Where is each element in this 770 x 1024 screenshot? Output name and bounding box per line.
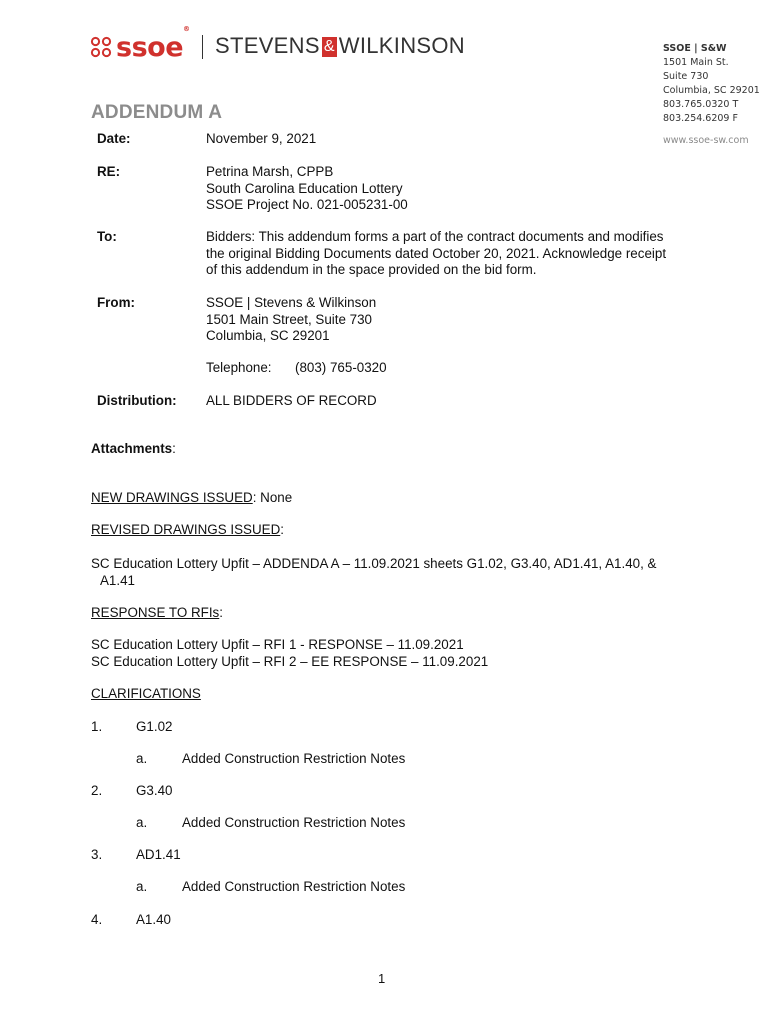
document-title: ADDENDUM A (91, 102, 223, 123)
firm-fax: 803.254.6209 F (663, 113, 738, 124)
clarification-number: 3. (91, 847, 103, 862)
from-line: Columbia, SC 29201 (206, 328, 330, 343)
distribution-label: Distribution: (97, 393, 177, 408)
company-logo (90, 24, 465, 63)
revised-drawings-colon: : (280, 522, 284, 537)
from-label: From: (97, 295, 135, 310)
date-value: November 9, 2021 (206, 131, 317, 146)
clarification-number: 2. (91, 783, 103, 798)
revised-drawings-label: REVISED DRAWINGS ISSUED (91, 522, 281, 537)
to-line: of this addendum in the space provided on the bid form. (206, 262, 537, 277)
firm-suite: Suite 730 (663, 71, 709, 82)
page-number: 1 (378, 971, 386, 986)
attachments-heading (91, 441, 176, 458)
attachments-colon: : (172, 441, 176, 456)
re-value (206, 164, 408, 214)
revised-drawings-list (91, 556, 656, 589)
clarifications-heading: CLARIFICATIONS (91, 686, 201, 701)
new-drawings-label: NEW DRAWINGS ISSUED (91, 490, 253, 505)
clarification-sub-letter: a. (136, 815, 148, 830)
revised-drawings-line (91, 522, 284, 539)
from-line: 1501 Main Street, Suite 730 (206, 311, 373, 327)
rfi-item: SC Education Lottery Upfit – RFI 2 – EE RESPONSE – 11.09.2021 (91, 653, 489, 669)
date-label: Date: (97, 131, 131, 146)
logo-divider (202, 35, 204, 59)
logo-brand: ssoe® (116, 24, 190, 63)
clarification-sheet: AD1.41 (136, 847, 181, 862)
logo-name-wilkinson: WILKINSON (338, 33, 465, 58)
revised-drawings-item-cont: A1.41 (100, 572, 135, 588)
clarification-sheet: G1.02 (136, 719, 173, 734)
firm-website-link[interactable]: www.ssoe-sw.com (663, 135, 749, 146)
rfi-label: RESPONSE TO RFIs (91, 605, 220, 620)
revised-drawings-item: SC Education Lottery Upfit – ADDENDA A – 11.09.2021 sheets G1.02, G3.40, AD1.41, A1.40, & (91, 556, 657, 571)
re-line: South Carolina Education Lottery (206, 180, 403, 196)
re-line: SSOE Project No. 021-005231-00 (206, 197, 408, 212)
to-line: the original Bidding Documents dated October 20, 2021. Acknowledge receipt (206, 245, 667, 261)
logo-name-stevens: STEVENS (215, 33, 320, 58)
firm-city: Columbia, SC 29201 (663, 85, 760, 96)
to-value (206, 229, 666, 279)
firm-address-block (663, 42, 760, 148)
rfi-list (91, 637, 488, 670)
clarification-number: 1. (91, 719, 103, 734)
clarification-sub-letter: a. (136, 751, 148, 766)
firm-street: 1501 Main St. (663, 57, 729, 68)
to-line: Bidders: This addendum forms a part of the contract documents and modifies (206, 229, 664, 244)
firm-name: SSOE | S&W (663, 43, 727, 54)
re-label: RE: (97, 164, 121, 179)
ssoe-infinity-icon (90, 36, 112, 58)
logo-name (215, 35, 465, 59)
clarification-sub-text: Added Construction Restriction Notes (182, 751, 406, 766)
re-line: Petrina Marsh, CPPB (206, 164, 334, 179)
attachments-label: Attachments (91, 441, 173, 456)
clarification-sub-text: Added Construction Restriction Notes (182, 815, 406, 830)
clarification-sheet: G3.40 (136, 783, 173, 798)
new-drawings-value: : None (252, 490, 293, 505)
rfi-item: SC Education Lottery Upfit – RFI 1 - RESPONSE – 11.09.2021 (91, 637, 464, 652)
new-drawings-line (91, 490, 292, 507)
clarification-number: 4. (91, 912, 103, 927)
telephone-value: (803) 765-0320 (295, 360, 387, 375)
telephone-label: Telephone: (206, 360, 272, 375)
clarification-sub-text: Added Construction Restriction Notes (182, 879, 406, 894)
from-value (206, 295, 376, 345)
logo-trademark: ® (183, 24, 190, 33)
rfi-colon: : (219, 605, 223, 620)
logo-ampersand: & (323, 38, 335, 55)
to-label: To: (97, 229, 117, 244)
clarification-sub-letter: a. (136, 879, 148, 894)
rfi-heading (91, 605, 223, 622)
distribution-value: ALL BIDDERS OF RECORD (206, 393, 377, 408)
firm-phone: 803.765.0320 T (663, 99, 739, 110)
clarification-sheet: A1.40 (136, 912, 171, 927)
from-line: SSOE | Stevens & Wilkinson (206, 295, 377, 310)
